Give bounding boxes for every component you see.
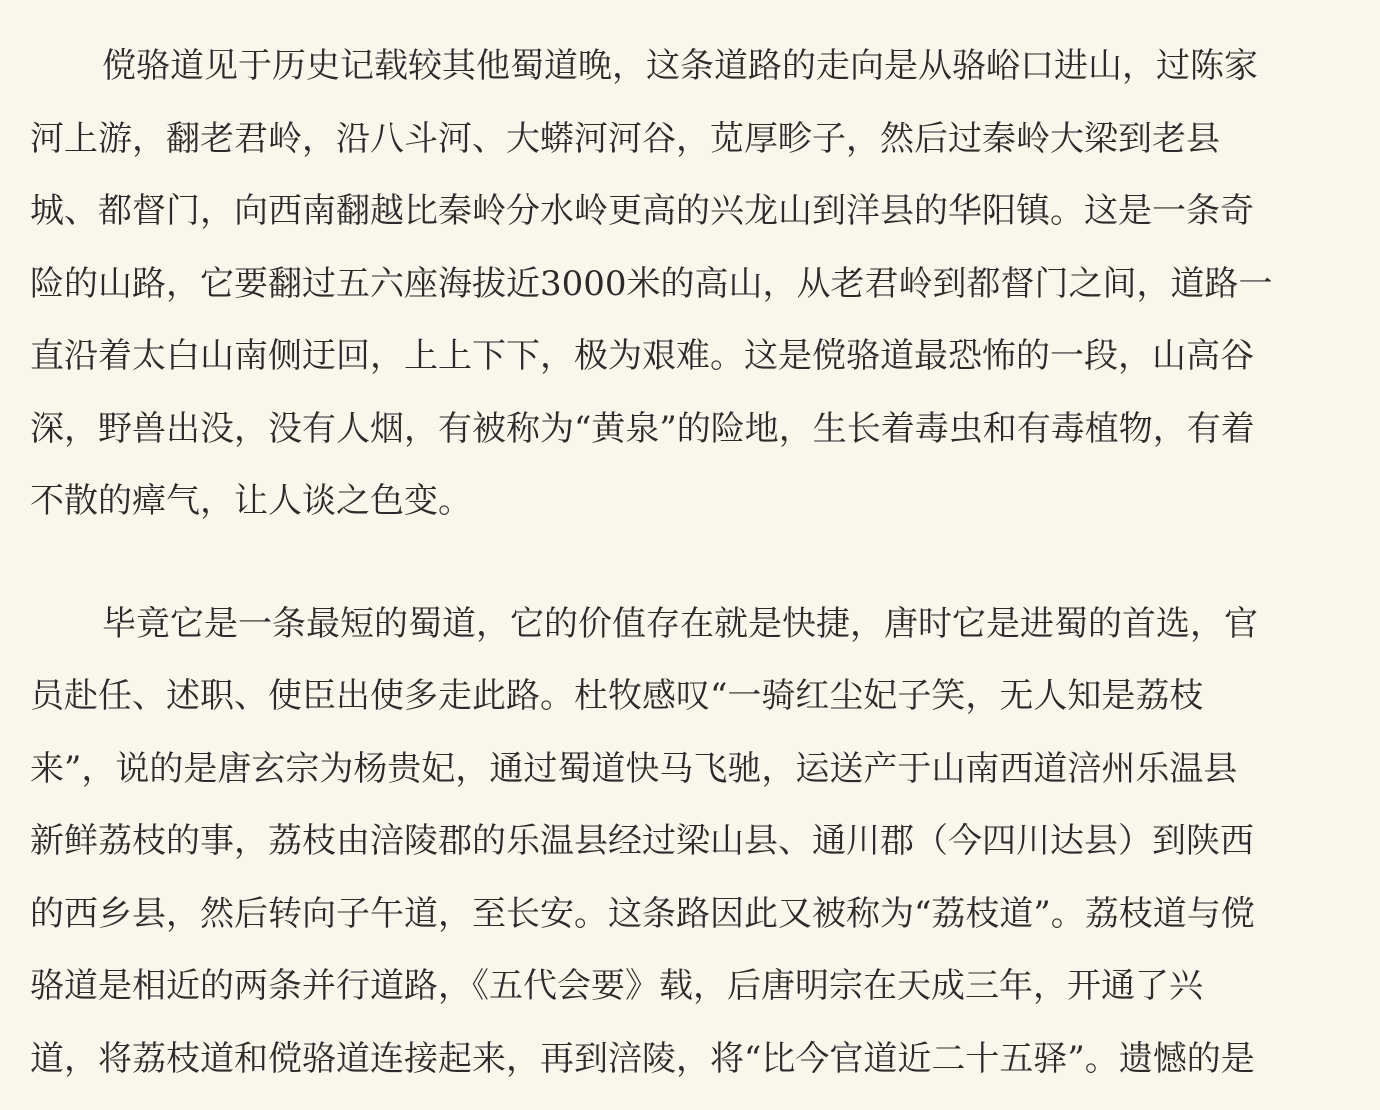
text-line: 来”，说的是唐玄宗为杨贵妃，通过蜀道快马飞驰，运送产于山南西道涪州乐温县	[30, 748, 1238, 789]
text-line: 河上游，翻老君岭，沿八斗河、大蟒河河谷，苋厚畛子，然后过秦岭大梁到老县	[30, 118, 1220, 159]
text-line: 道，将荔枝道和傥骆道连接起来，再到涪陵，将“比今官道近二十五驿”。遗憾的是	[30, 1038, 1255, 1079]
text-line: 傥骆道见于历史记载较其他蜀道晚，这条道路的走向是从骆峪口进山，过陈家	[102, 46, 1258, 86]
text-line: 不散的瘴气，让人谈之色变。	[30, 481, 472, 521]
text-line: 深，野兽出没，没有人烟，有被称为“黄泉”的险地，生长着毒虫和有毒植物，有着	[30, 408, 1255, 449]
text-line: 险的山路，它要翻过五六座海拔近3000米的高山，从老君岭到都督门之间，道路一	[30, 263, 1273, 304]
text-line: 员赴任、述职、使臣出使多走此路。杜牧感叹“一骑红尘妃子笑，无人知是荔枝	[30, 676, 1204, 716]
text-line: 骆道是相近的两条并行道路，《五代会要》载，后唐明宗在天成三年，开通了兴	[30, 966, 1203, 1006]
text-line: 的西乡县，然后转向子午道，至长安。这条路因此又被称为“荔枝道”。荔枝道与傥	[30, 893, 1255, 934]
text-line: 直沿着太白山南侧迂回，上上下下，极为艰难。这是傥骆道最恐怖的一段，山高谷	[30, 336, 1254, 376]
text-line: 毕竟它是一条最短的蜀道，它的价值存在就是快捷，唐时它是进蜀的首选，官	[102, 603, 1258, 644]
paragraph-spacer	[30, 538, 1332, 588]
paragraph-1	[30, 30, 1332, 538]
text-line: 城、都督门，向西南翻越比秦岭分水岭更高的兴龙山到洋县的华阳镇。这是一条奇	[30, 191, 1254, 231]
text-line: 新鲜荔枝的事，荔枝由涪陵郡的乐温县经过梁山县、通川郡（今四川达县）到陕西	[30, 821, 1254, 861]
paragraph-2	[30, 588, 1332, 1096]
